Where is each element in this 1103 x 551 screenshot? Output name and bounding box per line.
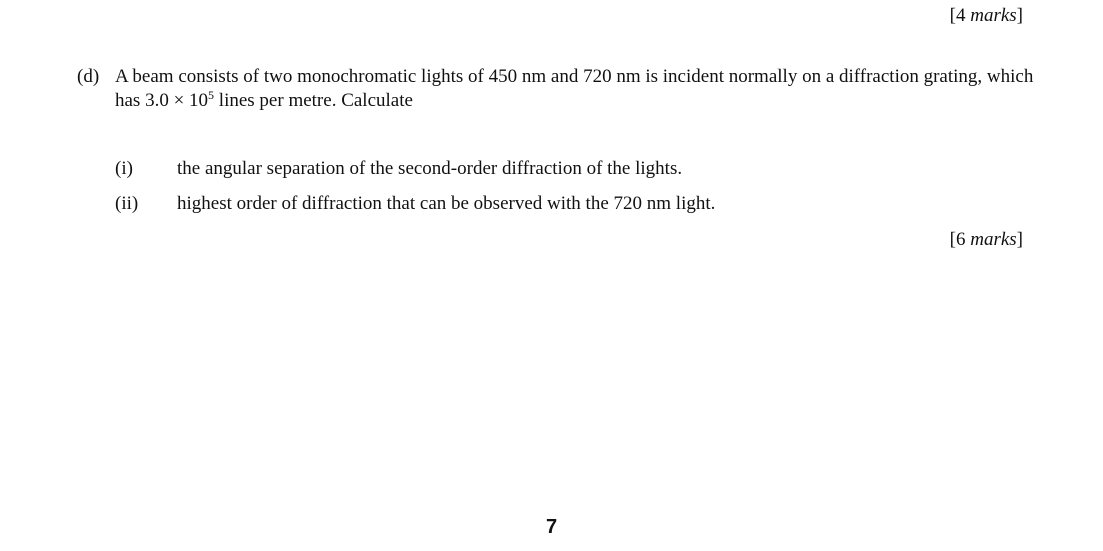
bracket-close: ] xyxy=(1016,5,1023,26)
marks-word: marks xyxy=(970,229,1017,250)
subpart-text: the angular separation of the second-order diffraction of the lights. xyxy=(177,158,683,179)
marks-number: 4 xyxy=(955,5,966,26)
question-text-end: lines per metre. Calculate xyxy=(214,90,413,111)
exponent: 5 xyxy=(208,88,215,102)
question-label: (d) xyxy=(77,66,100,87)
page-number: 7 xyxy=(545,516,558,538)
marks-word: marks xyxy=(970,5,1017,26)
bracket-open: [ xyxy=(949,5,956,26)
subpart-text: highest order of diffraction that can be observed with the 720 nm light. xyxy=(177,193,716,214)
bracket-close: ] xyxy=(1016,229,1023,250)
subpart-label: (ii) xyxy=(115,193,139,214)
marks-allocation-top xyxy=(950,5,1023,27)
subpart-label: (i) xyxy=(115,158,133,179)
bracket-open: [ xyxy=(949,229,956,250)
marks-allocation-bottom xyxy=(950,229,1023,251)
marks-number: 6 xyxy=(955,229,966,250)
question-text-main: A beam consists of two monochromatic lights of 450 nm and 720 nm is incident normally on a diffraction grating, which has 3.0 × 10 xyxy=(115,66,1034,111)
question-text xyxy=(115,65,1045,113)
